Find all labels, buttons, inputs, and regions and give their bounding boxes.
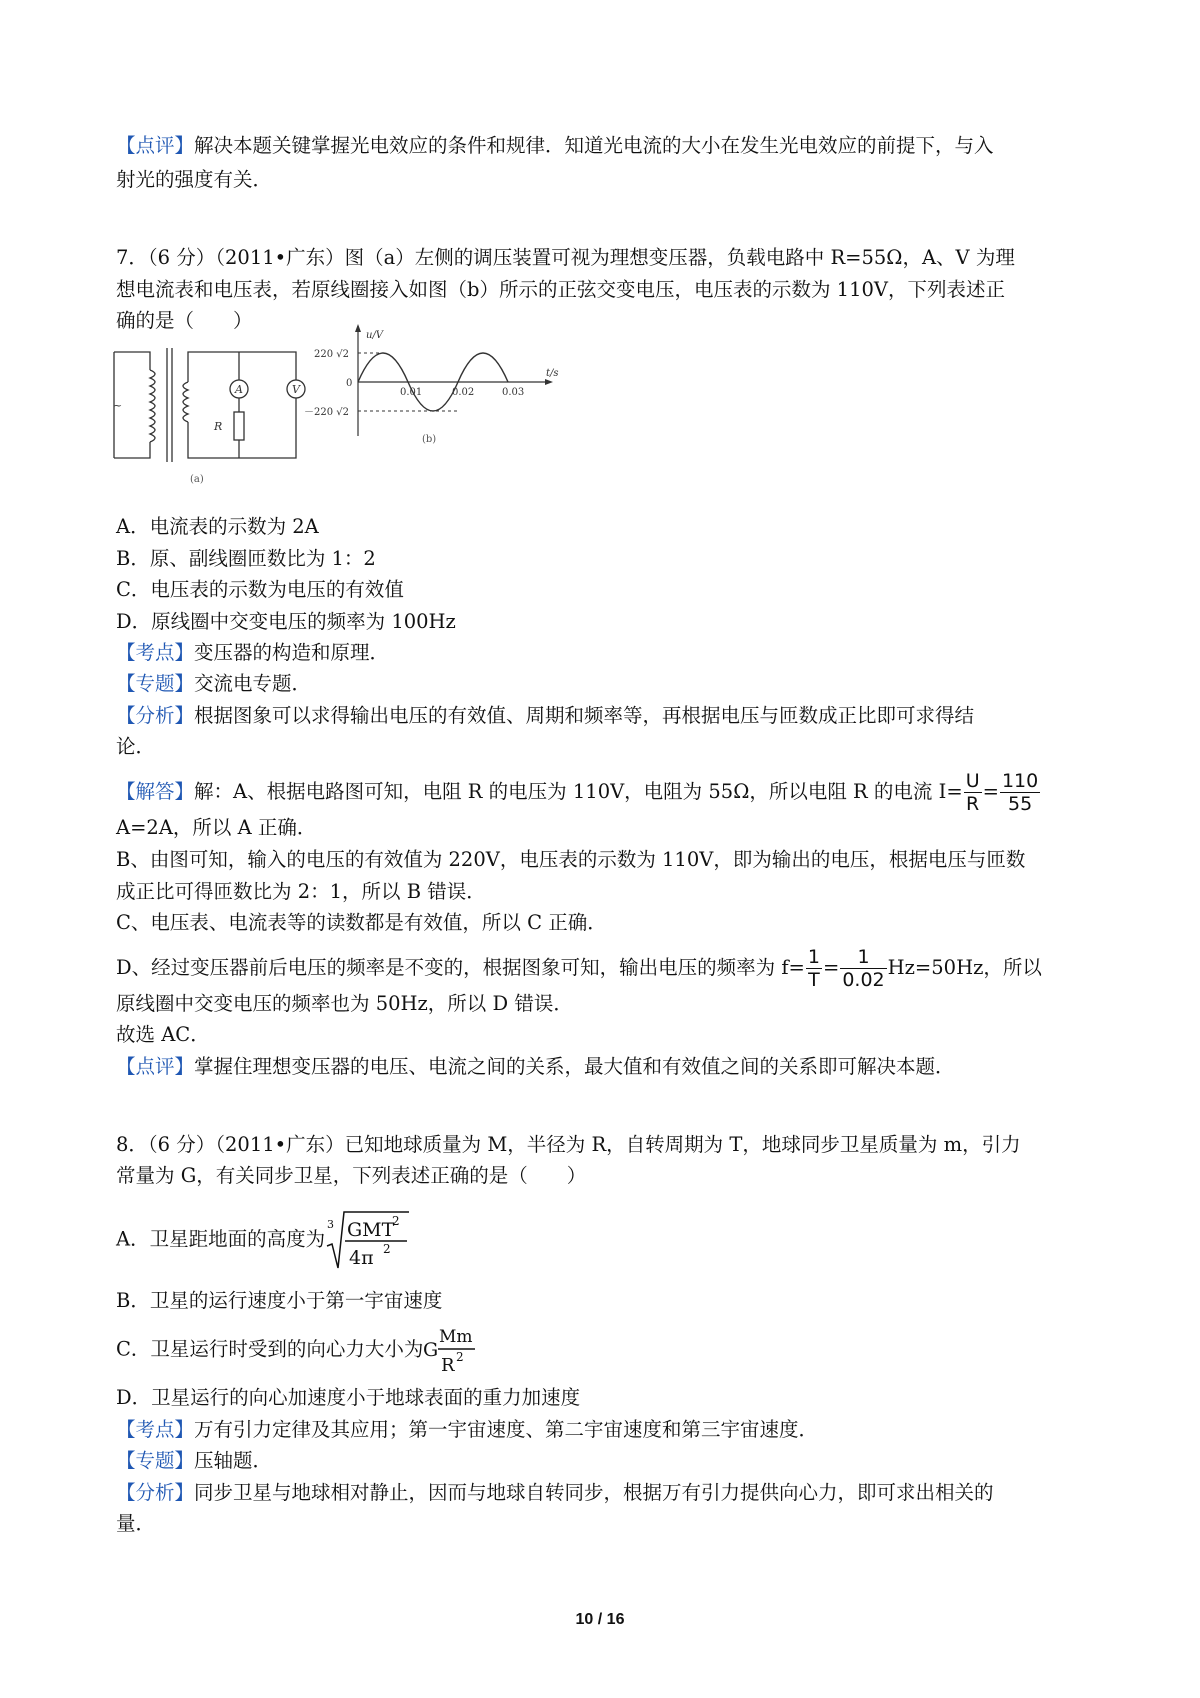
zhuanti-text: 交流电专题． [194,672,312,695]
x-axis-label: t/s [546,368,559,379]
zhuanti-tag: 【专题】 [116,672,195,695]
svg-text:R: R [441,1355,455,1376]
q7-option-c: C．电压表的示数为电压的有效值 [116,578,404,601]
q7-jieda-b2: 成正比可得匝数比为 2：1，所以 B 错误． [116,880,486,903]
equals-sign: = [822,956,840,979]
caption-b: (b) [422,434,437,445]
svg-text:GMT: GMT [347,1219,395,1241]
svg-text:3: 3 [327,1218,335,1231]
kaodian-tag: 【考点】 [116,641,195,664]
tick-label: 0.01 [400,387,423,398]
q7-stem: 想电流表和电压表，若原线圈接入如图（b）所示的正弦交变电压，电压表的示数为 110V，下列表述正 [116,278,1005,301]
origin-label: 0 [346,378,353,389]
waveform-plot [355,324,553,436]
jieda-d-text: D、经过变压器前后电压的频率是不变的，根据图象可知，输出电压的频率为 f= [116,956,805,979]
q8-fenxi [116,1478,994,1508]
jieda-tag: 【解答】 [116,780,195,803]
q7-answer: 故选 AC． [116,1023,210,1046]
q7-stem: 7．（6 分）（2011•广东）图（a）左侧的调压装置可视为理想变压器，负载电路中 R=55Ω，A、V 为理 [116,246,1015,269]
q7-jieda-c: C、电压表、电流表等的读数都是有效值，所以 C 正确． [116,911,607,934]
jieda-d-tail: Hz=50Hz，所以 [887,956,1042,979]
caption-a: (a) [190,474,204,485]
q8-option-d: D．卫星运行的向心加速度小于地球表面的重力加速度 [116,1386,581,1409]
ammeter-label: A [235,383,243,396]
resistor-label: R [214,420,223,433]
option-a-text: A．卫星距地面的高度为 [116,1227,326,1251]
kaodian-text: 变压器的构造和原理． [194,641,390,664]
q7-fenxi [116,701,974,731]
fraction-1-over-t: $\frac{1}{T}$ [807,946,820,991]
zhuanti-tag: 【专题】 [116,1449,195,1472]
fenxi-tag: 【分析】 [116,1481,195,1504]
q7-dianping [116,1052,955,1082]
fenxi-text: 同步卫星与地球相对静止，因而与地球自转同步，根据万有引力提供向心力，即可求出相关的 [194,1481,994,1504]
zhuanti-text: 压轴题． [194,1449,273,1472]
q7-figure [110,330,630,500]
page-number: 10 / 16 [575,1611,625,1628]
transformer-circuit [114,348,305,462]
q8-option-c [116,1322,485,1378]
svg-text:Mm: Mm [439,1327,473,1347]
kaodian-text: 万有引力定律及其应用；第一宇宙速度、第二宇宙速度和第三宇宙速度． [194,1418,819,1441]
fraction-u-over-r: $\frac{U}{R}$ [965,770,980,815]
fenxi-tag: 【分析】 [116,704,195,727]
svg-text:2: 2 [392,1214,400,1228]
q8-option-b: B．卫星的运行速度小于第一宇宙速度 [116,1289,443,1312]
comment-line [116,131,994,161]
svg-text:G: G [423,1339,439,1361]
fenxi-text: 根据图象可以求得输出电压的有效值、周期和频率等，再根据电压与匝数成正比即可求得结 [194,704,975,727]
y-axis-label: u/V [366,330,384,341]
q7-jieda-a2: A=2A，所以 A 正确． [116,816,317,839]
tick-label: 0.03 [502,387,525,398]
jieda-text: 解：A、根据电路图可知，电阻 R 的电压为 110V，电阻为 55Ω，所以电阻 R 的电流 I= [194,780,963,803]
q7-fenxi-cont: 论． [116,735,156,758]
q7-option-a: A．电流表的示数为 2A [116,515,319,538]
svg-text:2: 2 [383,1242,391,1256]
svg-text:4π: 4π [349,1247,374,1269]
option-c-text: C．卫星运行时受到的向心力大小为 [116,1337,424,1361]
y-max-label: 220 √2 [314,349,350,360]
q7-jieda-d2: 原线圈中交变电压的频率也为 50Hz，所以 D 错误． [116,992,573,1015]
equals-sign: = [982,780,999,803]
dianping-text: 掌握住理想变压器的电压、电流之间的关系，最大值和有效值之间的关系即可解决本题． [194,1055,955,1078]
q8-option-a [116,1208,411,1272]
q7-jieda-b: B、由图可知，输入的电压的有效值为 220V，电压表的示数为 110V，即为输出的电压，根据电压与匝数 [116,848,1026,871]
q7-option-d: D．原线圈中交变电压的频率为 100Hz [116,610,456,633]
q7-jieda [116,770,1041,815]
kaodian-tag: 【考点】 [116,1418,195,1441]
fraction-110-over-55: $\frac{110}{55}$ [1001,770,1039,815]
tick-label: 0.02 [452,387,475,398]
comment-text: 解决本题关键掌握光电效应的条件和规律．知道光电流的大小在发生光电效应的前提下，与入 [194,134,994,157]
q8-zhuanti [116,1446,272,1476]
y-min-label: －220 √2 [304,407,350,418]
q7-zhuanti [116,669,311,699]
gravity-formula [423,1322,485,1378]
q7-jieda-d [116,946,1042,991]
q8-stem: 8．（6 分）（2011•广东）已知地球质量为 M，半径为 R，自转周期为 T，地球同步卫星质量为 m，引力 [116,1133,1021,1156]
q7-kaodian [116,638,389,668]
q8-kaodian [116,1415,818,1445]
fraction-1-over-002: $\frac{1}{0.02}$ [842,946,885,991]
q7-option-b: B．原、副线圈匝数比为 1：2 [116,547,376,570]
q7-stem: 确的是（ ） [116,309,253,332]
comment-tag: 【点评】 [116,134,195,157]
q8-stem: 常量为 G，有关同步卫星，下列表述正确的是（ ） [116,1164,587,1187]
q8-fenxi-cont: 量． [116,1512,156,1535]
svg-text:2: 2 [456,1350,465,1364]
ac-source-symbol: ~ [113,399,123,412]
dianping-tag: 【点评】 [116,1055,195,1078]
comment-line: 射光的强度有关． [116,168,273,191]
voltmeter-label: V [292,383,300,396]
cube-root-formula [325,1208,411,1272]
